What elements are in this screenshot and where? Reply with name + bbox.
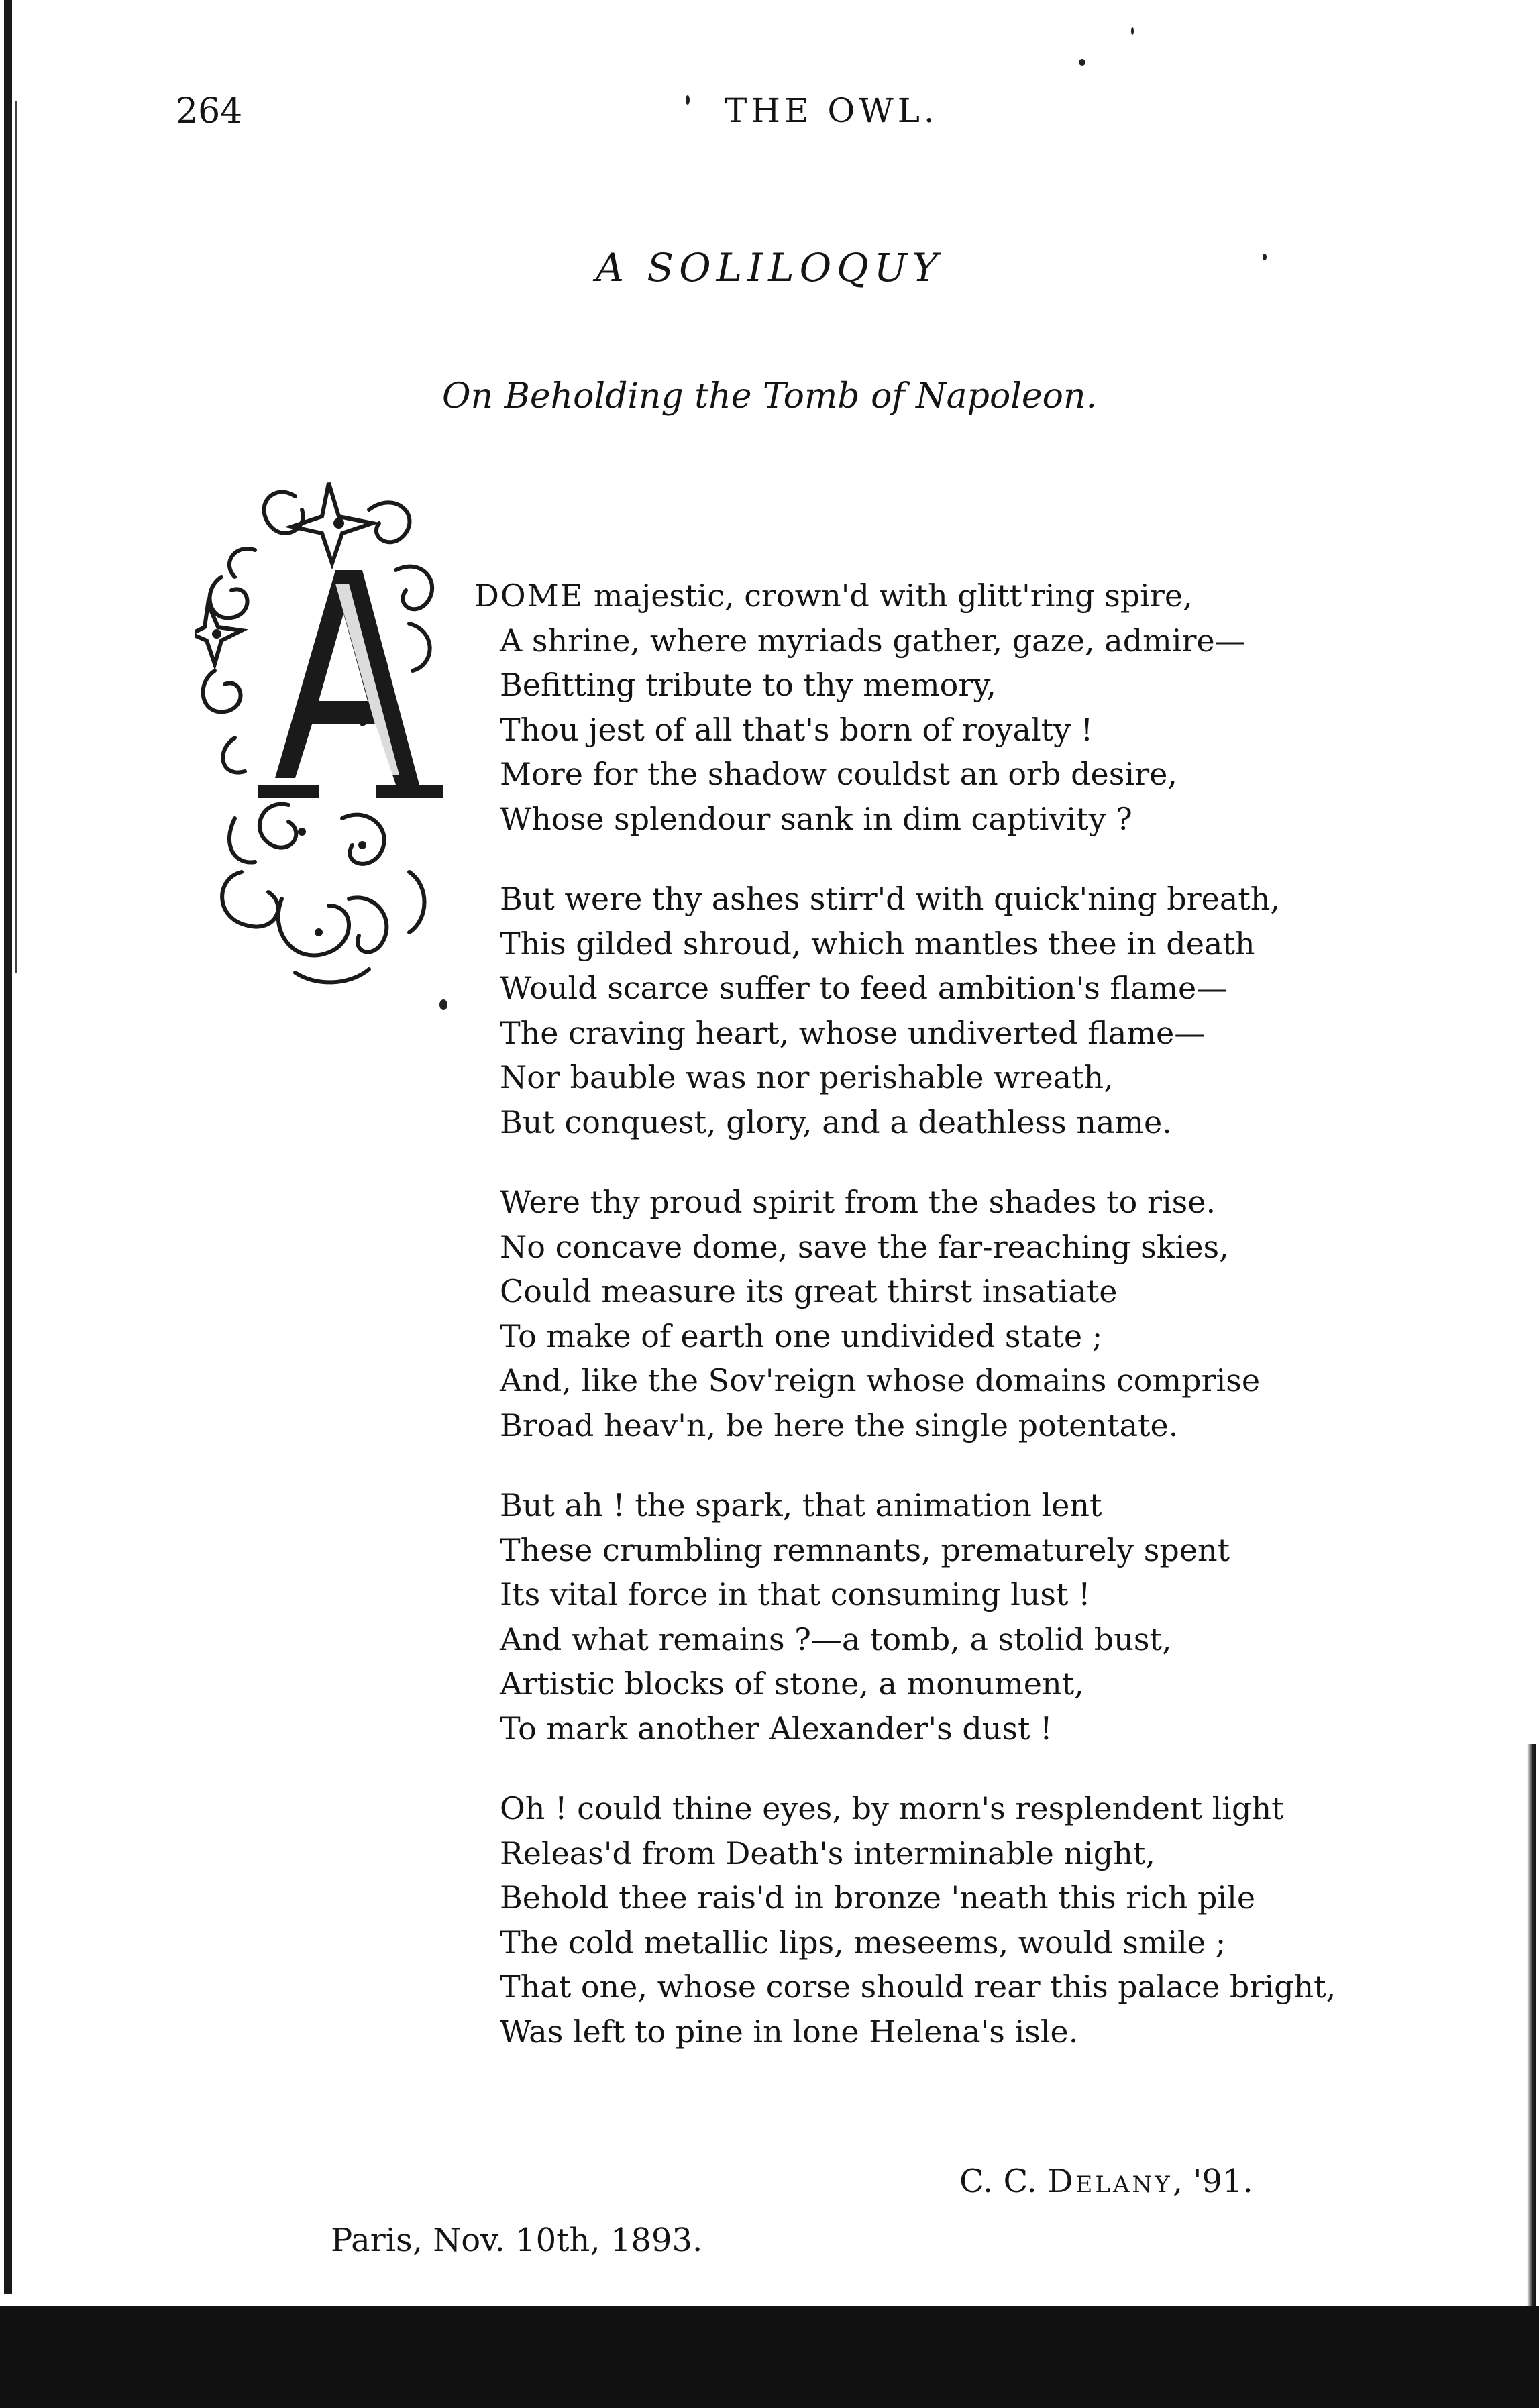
ornate-initial-a-icon: [195, 470, 476, 993]
poem-line: Releas'd from Death's interminable night,: [500, 1835, 1155, 1871]
poem-line: And what remains ?—a tomb, a stolid bust,: [500, 1621, 1172, 1657]
stanza: [500, 1786, 1336, 2054]
author-surname: Delany: [1047, 2163, 1173, 2200]
poem-title: A SOLILOQUY: [596, 245, 943, 290]
poem-line: Could measure its great thirst insatiate: [500, 1273, 1118, 1309]
poem-line: Thou jest of all that's born of royalty !: [500, 711, 1094, 748]
stanza: [500, 1483, 1336, 1751]
ink-speck: [686, 95, 690, 105]
bottom-scan-band: [0, 2306, 1539, 2408]
stanza: [500, 877, 1336, 1144]
poem-line: The cold metallic lips, meseems, would smile ;: [500, 1924, 1226, 1961]
right-scan-edge: [1527, 1744, 1536, 2307]
poem-line: Broad heav'n, be here the single potentate.: [500, 1407, 1179, 1443]
poem-line: Would scarce suffer to feed ambition's flame—: [500, 970, 1228, 1006]
left-scan-edge: [4, 0, 12, 2294]
poem-line: Its vital force in that consuming lust !: [500, 1576, 1091, 1612]
poem-line: These crumbling remnants, prematurely spent: [500, 1531, 1230, 1568]
ink-speck: [1131, 27, 1134, 35]
author-signature: [959, 2163, 1253, 2200]
poem-line: Artistic blocks of stone, a monument,: [500, 1665, 1084, 1702]
poem-line: But conquest, glory, and a deathless name.: [500, 1103, 1172, 1140]
poem-line: But were thy ashes stirr'd with quick'ning breath,: [500, 881, 1281, 917]
poem-line: Was left to pine in lone Helena's isle.: [500, 2013, 1079, 2050]
poem-line: To make of earth one undivided state ;: [500, 1317, 1103, 1354]
first-word: DOME: [474, 578, 584, 614]
poem-line: Behold thee rais'd in bronze 'neath this rich pile: [500, 1879, 1256, 1916]
poem-line: Nor bauble was nor perishable wreath,: [500, 1059, 1114, 1095]
left-scan-edge-thin: [15, 101, 17, 973]
poem-subtitle: On Beholding the Tomb of Napoleon.: [442, 376, 1097, 417]
page-number: 264: [176, 91, 243, 131]
poem-line: No concave dome, save the far-reaching skies,: [500, 1228, 1229, 1265]
poem-line: But ah ! the spark, that animation lent: [500, 1487, 1102, 1523]
stanza: [474, 573, 1336, 841]
poem-line: Whose splendour sank in dim captivity ?: [500, 800, 1132, 837]
stanza: [500, 1180, 1336, 1447]
poem-line: The craving heart, whose undiverted flame—: [500, 1014, 1206, 1051]
ink-speck: [1079, 59, 1085, 66]
poem-body: [474, 573, 1336, 2089]
poem-line: A shrine, where myriads gather, gaze, admire—: [500, 622, 1246, 659]
poem-line: That one, whose corse should rear this palace bright,: [500, 1969, 1336, 2005]
running-head: THE OWL.: [725, 91, 939, 130]
poem-line: And, like the Sov'reign whose domains comprise: [500, 1362, 1261, 1399]
dateline: Paris, Nov. 10th, 1893.: [331, 2222, 703, 2259]
author-initials: C. C.: [959, 2163, 1048, 2200]
poem-line: This gilded shroud, which mantles thee in death: [500, 925, 1255, 962]
poem-line: Were thy proud spirit from the shades to rise.: [500, 1184, 1216, 1220]
ink-speck: [439, 999, 447, 1010]
poem-line: To mark another Alexander's dust !: [500, 1710, 1053, 1747]
poem-line: DOME majestic, crown'd with glitt'ring spire,: [474, 578, 1193, 614]
poem-line: Befitting tribute to thy memory,: [500, 667, 996, 703]
poem-line: More for the shadow couldst an orb desire,: [500, 756, 1177, 792]
author-class-year: , '91.: [1172, 2163, 1253, 2200]
poem-line: Oh ! could thine eyes, by morn's resplendent light: [500, 1790, 1284, 1826]
